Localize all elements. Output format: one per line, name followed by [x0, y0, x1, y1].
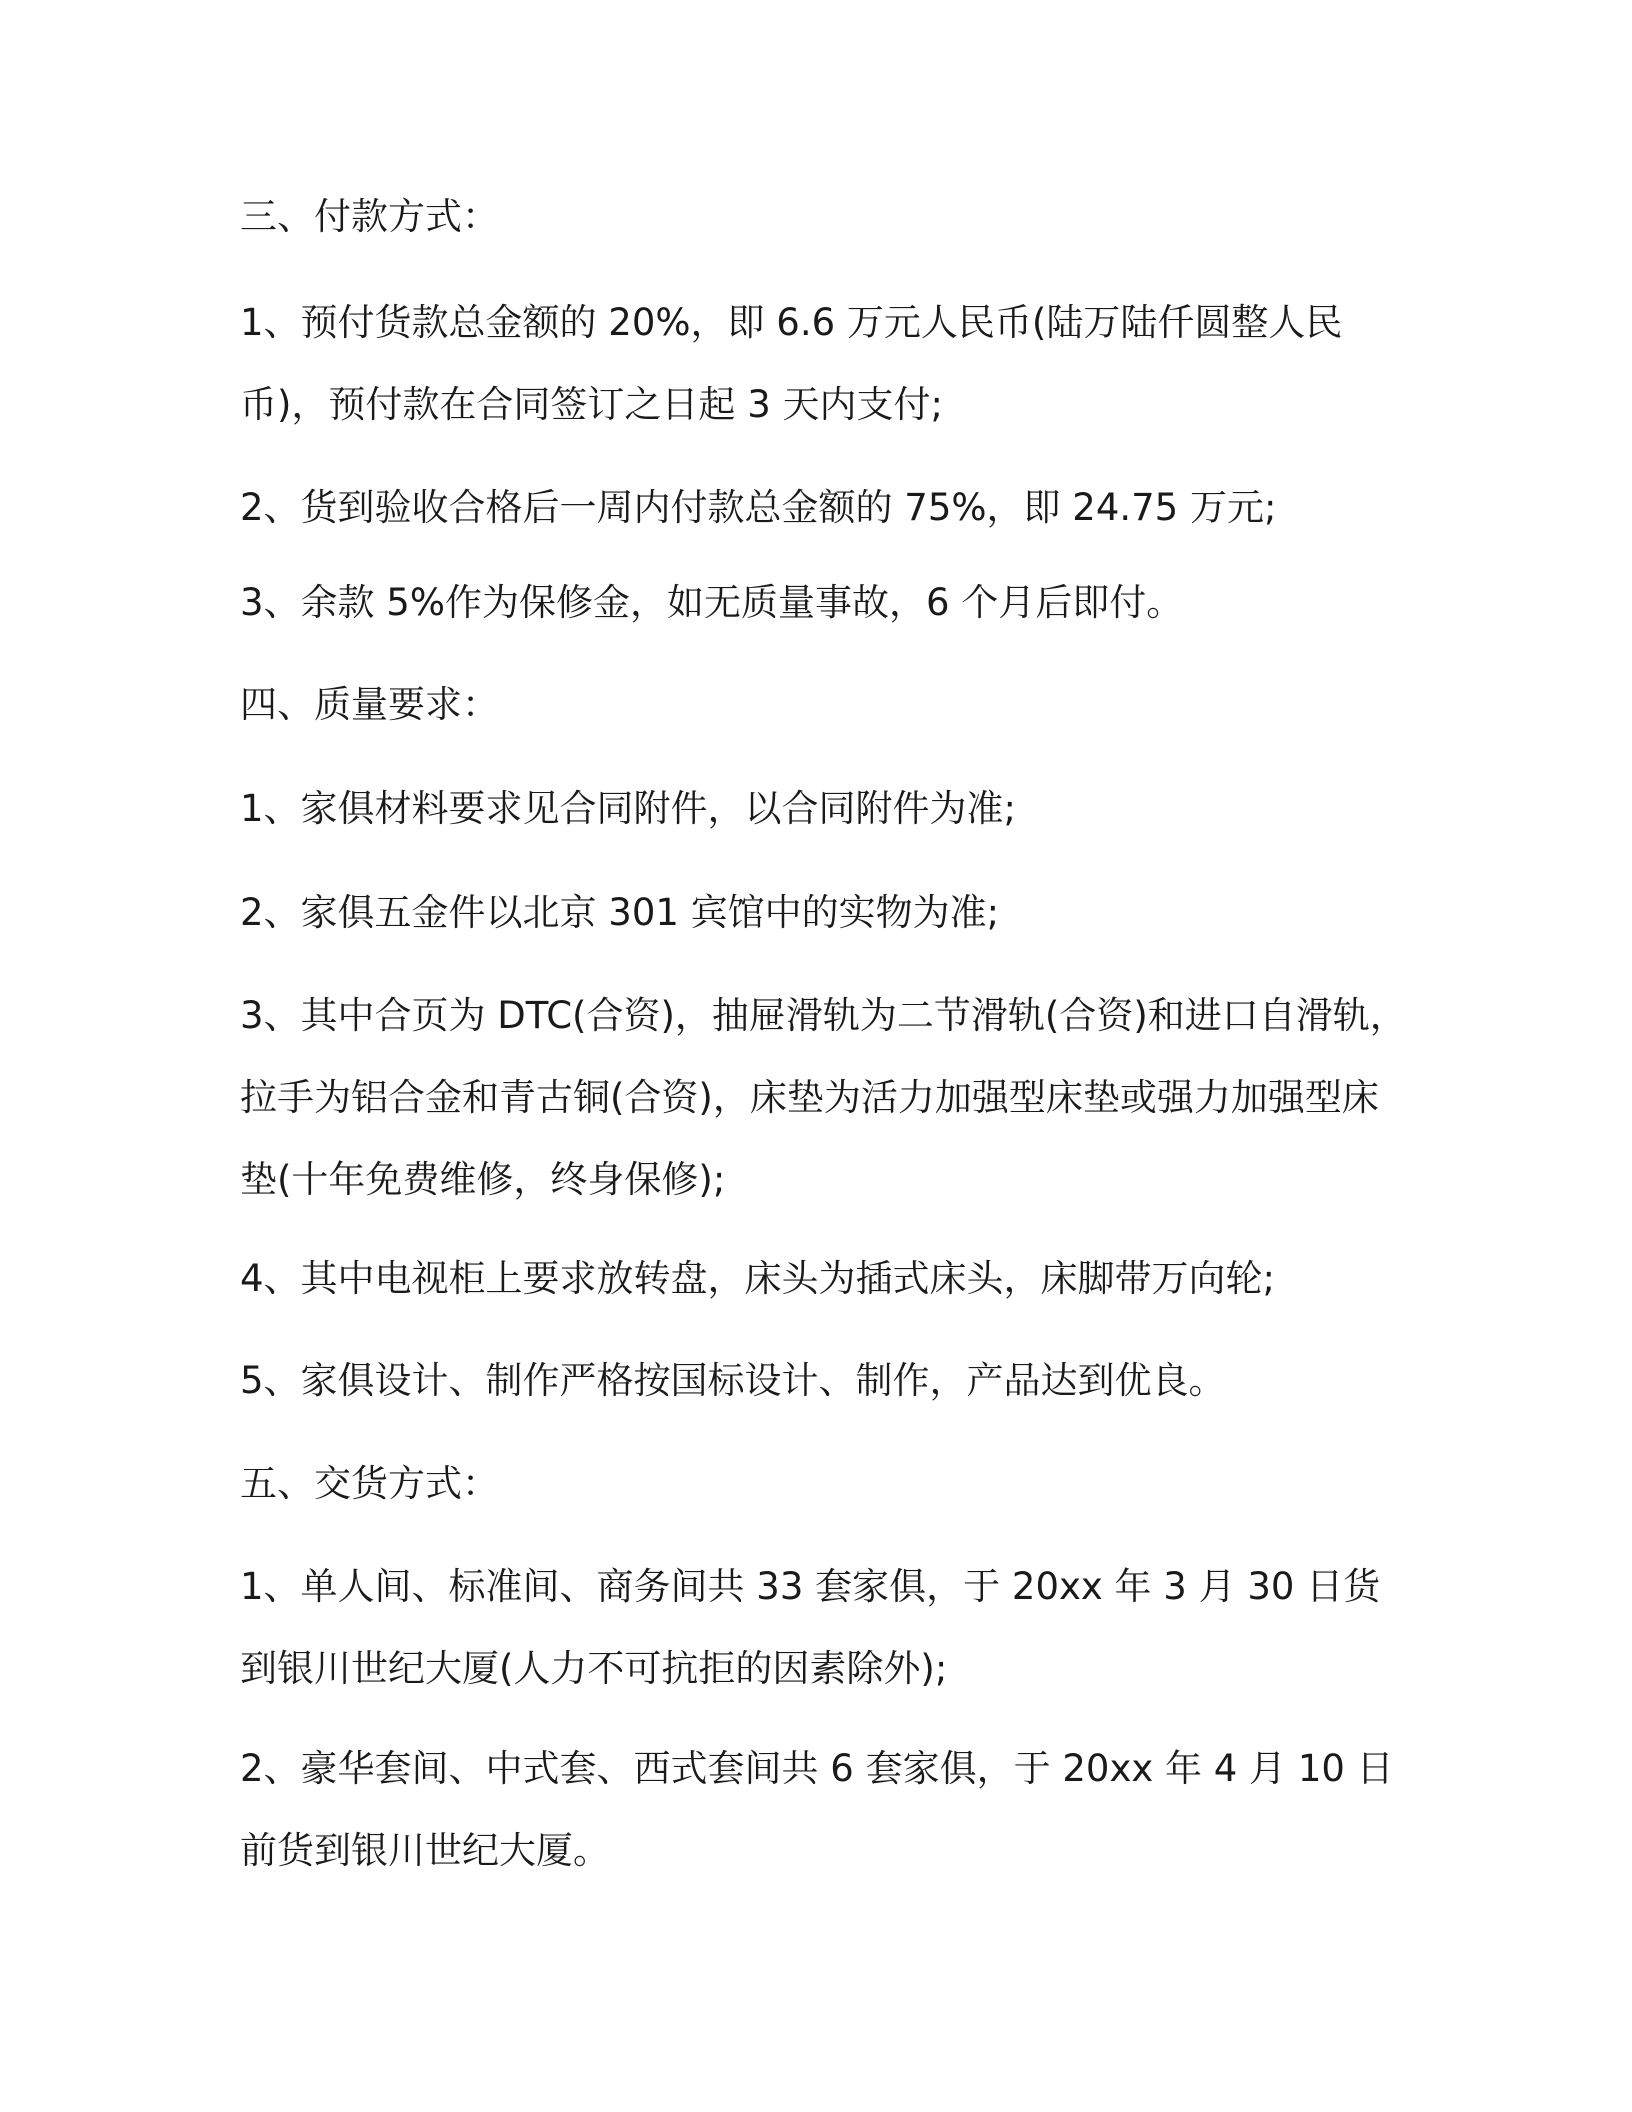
delivery-item-2: 2、豪华套间、中式套、西式套间共 6 套家俱，于 20xx 年 4 月 10 日前货到银川世纪大厦。 — [240, 1747, 1394, 1872]
payment-item-3: 3、余款 5%作为保修金，如无质量事故，6 个月后即付。 — [240, 581, 1184, 624]
quality-item-4: 4、其中电视柜上要求放转盘，床头为插式床头，床脚带万向轮; — [240, 1257, 1276, 1300]
quality-item-3: 3、其中合页为 DTC(合资)，抽屉滑轨为二节滑轨(合资)和进口自滑轨，拉手为铝合金和青古铜(合资)，床垫为活力加强型床垫或强力加强型床垫(十年免费维修，终身保修); — [240, 994, 1407, 1201]
quality-item-2: 2、家俱五金件以北京 301 宾馆中的实物为准; — [240, 891, 1000, 934]
payment-item-1: 1、预付货款总金额的 20%，即 6.6 万元人民币(陆万陆仟圆整人民币)，预付款在合同签订之日起 3 天内支付; — [240, 301, 1343, 426]
section-heading-delivery: 五、交货方式： — [240, 1462, 499, 1505]
quality-item-1: 1、家俱材料要求见合同附件，以合同附件为准; — [240, 787, 1017, 830]
payment-item-2: 2、货到验收合格后一周内付款总金额的 75%，即 24.75 万元; — [240, 486, 1277, 529]
delivery-item-1: 1、单人间、标准间、商务间共 33 套家俱，于 20xx 年 3 月 30 日货到银川世纪大厦(人力不可抗拒的因素除外); — [240, 1565, 1381, 1690]
section-heading-payment: 三、付款方式： — [240, 195, 499, 238]
section-heading-quality: 四、质量要求： — [240, 683, 499, 726]
quality-item-5: 5、家俱设计、制作严格按国标设计、制作，产品达到优良。 — [240, 1359, 1226, 1402]
